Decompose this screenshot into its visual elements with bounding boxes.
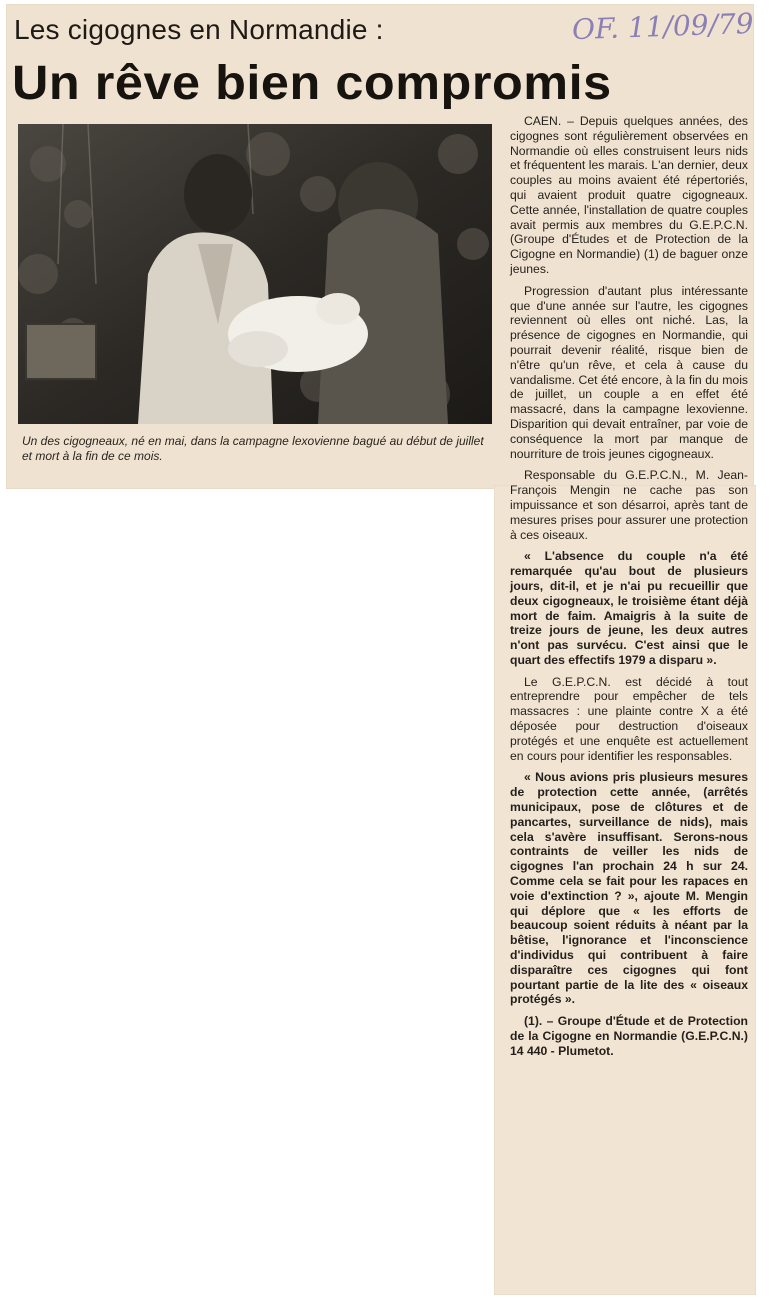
quote-paragraph: « L'absence du couple n'a été remarquée qu'au bout de plusieurs jours, dit-il, et je n'ai pu recueillir que deux cigogneaux, le troisième étant déjà mort de faim. Amaigris à la suite de treize jours de jeune, les deux autres n'ont pas survécu. C'est ainsi que le quart des effectifs 1979 a disparu ». <box>510 549 748 667</box>
article-kicker: Les cigognes en Normandie : <box>14 14 384 45</box>
paragraph: Responsable du G.E.P.C.N., M. Jean-François Mengin ne cache pas son impuissance et son désarroi, après tant de mesures prises pour assurer une protection à ces oiseaux. <box>510 468 748 542</box>
paragraph: CAEN. – Depuis quelques années, des cigognes sont régulièrement observées en Normandie où elles construisent leurs nids et fréquentent les marais. L'an dernier, deux couples au moins avaient été répertoriés, qui avaient produit quatre cigogneaux. Cette année, l'installation de quatre couples avait permis aux membres du G.E.P.C.N. (Groupe d'Études et de Protection de la Cigogne en Normandie) (1) de baguer onze jeunes. <box>510 114 748 276</box>
photo-caption: Un des cigogneaux, né en mai, dans la campagne lexovienne bagué au début de juillet et mort à la fin de ce mois. <box>22 434 484 463</box>
handwritten-date-note: OF. 11/09/79 <box>571 6 755 47</box>
paragraph: Progression d'autant plus intéressante que d'une année sur l'autre, les cigognes reviennent où elles ont niché. Las, la présence de cigognes en Normandie, qui pourrait devenir réalité, risque bien de n'être qu'un rêve, et cela à cause du vandalisme. Cet été encore, à la fin du mois de juillet, un couple a en effet été massacré, dans la campagne lexovienne. Disparition qui devait entraîner, par voie de conséquence la mort par manque de nourriture de trois jeunes cigogneaux. <box>510 283 748 461</box>
photo-illustration <box>18 124 492 424</box>
quote-paragraph: « Nous avions pris plusieurs mesures de protection cette année, (arrêtés municipaux, pose de clôtures et de pancartes, surveillance de nids), mais cela s'avère insuffisant. Serons-nous contraints de veiller les nids de cigognes l'an prochain 24 h sur 24. Comme cela se fait pour les rapaces en voie d'extinction ? », ajoute M. Mengin qui déplore que « les efforts de beaucoup soient réduits à néant par la bêtise, l'ignorance et l'inconscience d'individus qui contribuent à faire disparaître ces cigognes qui font pourtant partie de la lite des « oiseaux protégés ». <box>510 770 748 1007</box>
footnote: (1). – Groupe d'Étude et de Protection de la Cigogne en Normandie (G.E.P.C.N.) 14 440 - Plumetot. <box>510 1014 748 1058</box>
article-photo <box>18 124 492 424</box>
paragraph: Le G.E.P.C.N. est décidé à tout entreprendre pour empêcher de tels massacres : une plainte contre X a été déposée pour destruction d'oiseaux protégés et une enquête est actuellement en cours pour identifier les responsables. <box>510 674 748 763</box>
article-headline: Un rêve bien compromis <box>12 57 612 110</box>
article-body <box>510 114 748 1066</box>
